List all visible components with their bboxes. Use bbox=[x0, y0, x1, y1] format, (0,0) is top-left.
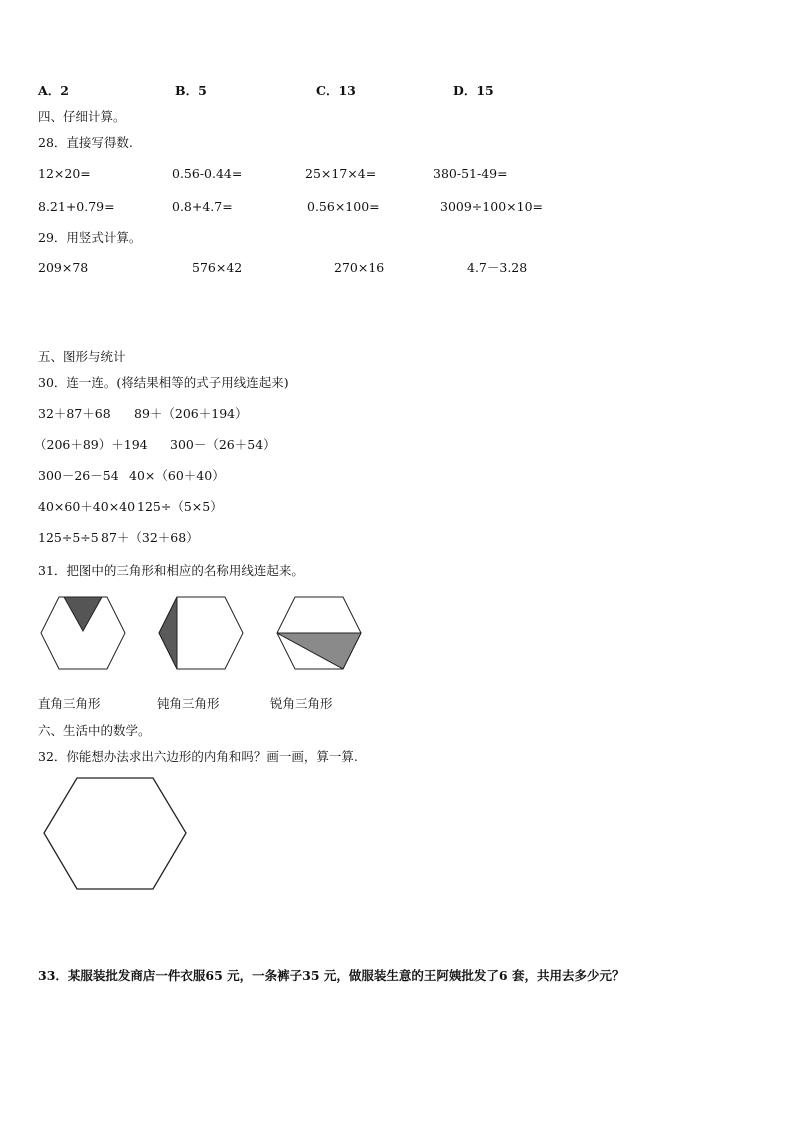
shaded-triangle bbox=[159, 597, 177, 669]
match-left-expression: （206＋89）＋194 bbox=[34, 437, 148, 452]
calc-item: 3009÷100×10= bbox=[440, 199, 543, 214]
section-6-heading: 六、生活中的数学。 bbox=[38, 723, 151, 738]
match-right-expression: 89＋（206＋194） bbox=[134, 406, 248, 421]
calc-item: 12×20= bbox=[38, 166, 91, 181]
question-28-title: 28．直接写得数. bbox=[38, 135, 133, 150]
vertical-calc-item: 209×78 bbox=[38, 260, 89, 275]
section-4-heading: 四、仔细计算。 bbox=[38, 109, 126, 124]
match-left-expression: 40×60＋40×40 bbox=[38, 499, 136, 514]
hexagon-figure-2 bbox=[156, 595, 246, 671]
calc-item: 8.21+0.79= bbox=[38, 199, 115, 214]
match-right-expression: 87＋（32＋68） bbox=[101, 530, 199, 545]
vertical-calc-item: 576×42 bbox=[192, 260, 243, 275]
match-left-expression: 125÷5÷5 bbox=[38, 530, 99, 545]
calc-item: 25×17×4= bbox=[305, 166, 377, 181]
option-c: C．13 bbox=[316, 83, 356, 98]
hexagon-figure-3 bbox=[274, 595, 364, 671]
question-31-title: 31．把图中的三角形和相应的名称用线连起来。 bbox=[38, 563, 304, 578]
vertical-calc-item: 4.7－3.28 bbox=[467, 260, 528, 275]
triangle-label-acute: 锐角三角形 bbox=[270, 696, 333, 711]
match-right-expression: 300－（26＋54） bbox=[170, 437, 276, 452]
calc-item: 0.56×100= bbox=[307, 199, 380, 214]
match-right-expression: 125÷（5×5） bbox=[137, 499, 223, 514]
calc-item: 0.56-0.44= bbox=[172, 166, 243, 181]
hexagon-figure-1 bbox=[38, 595, 128, 671]
option-a: A．2 bbox=[38, 83, 69, 98]
option-d: D．15 bbox=[453, 83, 494, 98]
question-29-title: 29．用竖式计算。 bbox=[38, 230, 142, 245]
triangle-label-obtuse: 钝角三角形 bbox=[157, 696, 220, 711]
triangle-label-right: 直角三角形 bbox=[38, 696, 101, 711]
match-right-expression: 40×（60＋40） bbox=[129, 468, 225, 483]
calc-item: 0.8+4.7= bbox=[172, 199, 233, 214]
vertical-calc-item: 270×16 bbox=[334, 260, 385, 275]
large-hexagon bbox=[40, 775, 190, 895]
section-5-heading: 五、图形与统计 bbox=[38, 349, 126, 364]
question-32-title: 32．你能想办法求出六边形的内角和吗？画一画，算一算. bbox=[38, 749, 358, 764]
match-left-expression: 300－26－54 bbox=[38, 468, 119, 483]
calc-item: 380-51-49= bbox=[433, 166, 508, 181]
option-b: B．5 bbox=[175, 83, 207, 98]
question-33-title: 33．某服装批发商店一件衣服65 元，一条裤子35 元，做服装生意的王阿姨批发了6 套，共用去多少元？ bbox=[38, 968, 625, 983]
question-30-title: 30．连一连。(将结果相等的式子用线连起来) bbox=[38, 375, 289, 390]
match-left-expression: 32＋87＋68 bbox=[38, 406, 111, 421]
